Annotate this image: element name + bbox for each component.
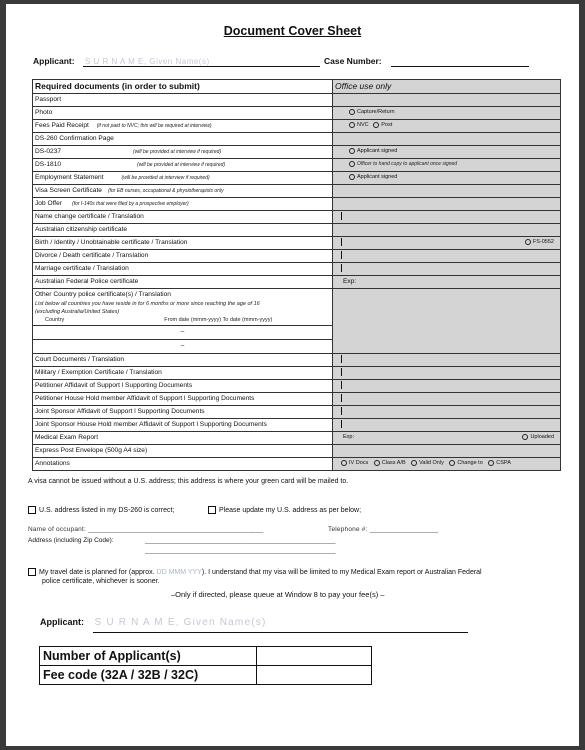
radio-circle-icon[interactable] [522, 434, 528, 440]
table-row: Birth / Identity / Unobtainable certificate / Translation FS-0552 [33, 237, 561, 250]
radio-circle-icon[interactable] [449, 460, 455, 466]
office-use-heading: Office use only [333, 80, 561, 94]
table-row: Australian citizenship certificate [33, 224, 561, 237]
address-update-option[interactable]: Please update my U.S. address as per below; [208, 506, 361, 514]
table-row: Fees Paid Receipt (if not paid to NVC; this will be required at interview) NVC Post [33, 120, 561, 133]
radio-circle-icon[interactable] [349, 161, 355, 167]
entry-marker [341, 368, 342, 376]
fee-table [39, 646, 372, 685]
radio-circle-icon[interactable] [349, 148, 355, 154]
radio-circle-icon[interactable] [349, 122, 355, 128]
table-row: Petitioner Affidavit of Support l Supporting Documents [33, 380, 561, 393]
table-row [40, 647, 372, 666]
radio-circle-icon[interactable] [349, 174, 355, 180]
radio-circle-icon[interactable] [374, 460, 380, 466]
address-line-2[interactable]: __________________________________________________ [145, 547, 336, 554]
entry-marker [341, 238, 342, 246]
required-documents-table [32, 79, 561, 471]
radio-circle-icon[interactable] [488, 460, 494, 466]
table-row: – [33, 326, 561, 340]
entry-marker [341, 355, 342, 363]
applicant-header [33, 56, 210, 66]
table-row: Job Offer (for I-140s that were filed by a prospective employer) [33, 198, 561, 211]
table-header-row [33, 80, 561, 94]
entry-marker [341, 212, 342, 220]
fee-code-label: Fee code (32A / 32B / 32C) [40, 666, 257, 685]
footer-applicant-name-field[interactable]: S U R N A M E, Given Name(s) [94, 617, 267, 628]
table-row: DS-0237 (will be provided at interview if required) Applicant signed [33, 146, 561, 159]
table-row: Australian Federal Police certificate Exp: [33, 276, 561, 289]
entry-marker [341, 264, 342, 272]
table-row: DS-260 Confirmation Page [33, 133, 561, 146]
table-row: Other Country police certificate(s) / Translation List below all countries you have reside in for 6 months or more since reaching the age of 16 (excluding Australia/United States) Country From date (mmm-yyyy) To date (mmm-yyyy) [33, 289, 561, 326]
checkbox-icon[interactable] [28, 506, 36, 514]
entry-marker [341, 394, 342, 402]
telephone-field[interactable]: Telephone #: __________________ [328, 526, 439, 533]
table-row: Annotations IV Docs Class A/B Valid Only Change to CSPA [33, 458, 561, 471]
table-row: DS-1810 (will be provided at interview if required) Officer to hand copy to applicant once signed [33, 159, 561, 172]
address-correct-option[interactable]: U.S. address listed in my DS-260 is correct; [28, 506, 174, 514]
travel-date-field[interactable]: DD MMM YYY [156, 568, 202, 576]
number-applicants-field[interactable] [257, 647, 372, 666]
entry-marker [341, 407, 342, 415]
table-row: Photo Capture/Return [33, 107, 561, 120]
fee-code-field[interactable] [257, 666, 372, 685]
table-row: Express Post Envelope (500g A4 size) [33, 445, 561, 458]
table-row: Divorce / Death certificate / Translation [33, 250, 561, 263]
table-row: Visa Screen Certificate (for EB nurses, occupational & physiotherapists only [33, 185, 561, 198]
required-docs-heading: Required documents (in order to submit) [33, 80, 333, 94]
case-number-label: Case Number: [324, 56, 382, 66]
row-label: Photo [33, 107, 333, 120]
travel-statement-line2: police certificate, whichever is sooner. [42, 578, 160, 585]
travel-statement: My travel date is planned for (approx. DD MMM YYY). I understand that my visa will be limited to my Medical Exam report or Australian Federal [28, 568, 482, 576]
table-row [40, 666, 372, 685]
table-row: Marriage certificate / Translation [33, 263, 561, 276]
radio-circle-icon[interactable] [373, 122, 379, 128]
applicant-name-field[interactable]: S U R N A M E, Given Name(s) [84, 57, 210, 66]
table-row: Military / Exemption Certificate / Translation [33, 367, 561, 380]
table-row: Employment Statement (will be provided at interview if required) Applicant signed [33, 172, 561, 185]
applicant-underline [83, 66, 320, 67]
footer-applicant-label: Applicant: [40, 617, 84, 627]
number-applicants-label: Number of Applicant(s) [40, 647, 257, 666]
table-row: – [33, 340, 561, 354]
table-row: Joint Sponsor House Hold member Affidavit of Support l Supporting Documents [33, 419, 561, 432]
entry-marker [341, 420, 342, 428]
page-title: Document Cover Sheet [223, 24, 362, 38]
table-row: Joint Sponsor Affidavit of Support l Supporting Documents [33, 406, 561, 419]
address-line-1[interactable]: __________________________________________________ [145, 537, 336, 544]
row-label: Passport [33, 94, 333, 107]
radio-circle-icon[interactable] [341, 460, 347, 466]
occupant-name-field[interactable]: Name of occupant: ______________________________________________ [28, 526, 264, 533]
checkbox-icon[interactable] [28, 568, 36, 576]
footer-applicant [40, 617, 266, 628]
entry-marker [341, 381, 342, 389]
table-row: Medical Exam Report Exp: Uploaded [33, 432, 561, 445]
fee-directive: –Only if directed, please queue at Window 8 to pay your fee(s) – [171, 590, 385, 599]
table-row: Petitioner House Hold member Affidavit of Support l Supporting Documents [33, 393, 561, 406]
checkbox-icon[interactable] [208, 506, 216, 514]
table-row: Court Documents / Translation [33, 354, 561, 367]
case-number-field[interactable] [391, 66, 529, 67]
table-row: Name change certificate / Translation [33, 211, 561, 224]
entry-marker [341, 251, 342, 259]
table-row [33, 94, 561, 107]
footer-applicant-underline [93, 632, 468, 633]
address-label: Address (including Zip Code): [28, 537, 114, 544]
radio-circle-icon[interactable] [411, 460, 417, 466]
radio-circle-icon[interactable] [525, 239, 531, 245]
applicant-label: Applicant: [33, 56, 75, 66]
address-notice: A visa cannot be issued without a U.S. address; this address is where your green card will be mailed to. [28, 478, 349, 485]
document-page [6, 4, 579, 746]
radio-circle-icon[interactable] [349, 109, 355, 115]
